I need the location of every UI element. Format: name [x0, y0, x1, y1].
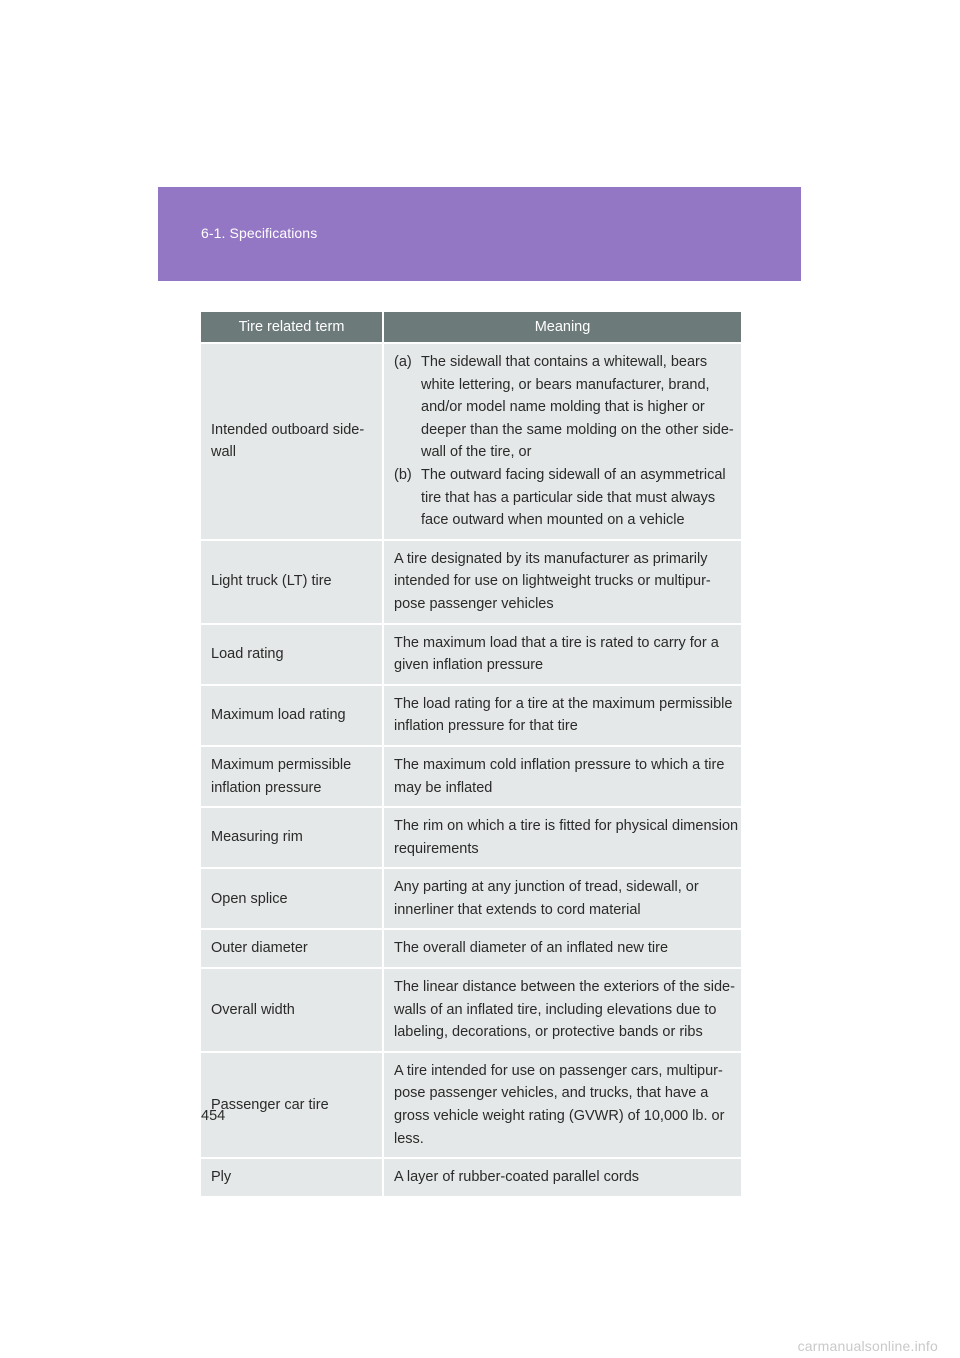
meaning-cell: [383, 343, 741, 540]
term-cell: Maximum load rating: [201, 685, 383, 746]
term-cell: Maximum permissible inflation pressure: [201, 746, 383, 807]
meaning-cell: The overall diameter of an inflated new tire: [383, 929, 741, 968]
meaning-cell: The linear distance between the exteriors of the side-walls of an inflated tire, including elevations due to labeling, decorations, or protective bands or ribs: [383, 968, 741, 1052]
column-header-term: Tire related term: [201, 312, 383, 343]
table-row: [201, 685, 741, 746]
meaning-cell: The rim on which a tire is fitted for physical dimension requirements: [383, 807, 741, 868]
term-cell: Intended outboard side- wall: [201, 343, 383, 540]
term-cell: Load rating: [201, 624, 383, 685]
table-header-row: [201, 312, 741, 343]
meaning-cell: The maximum load that a tire is rated to carry for a given inflation pressure: [383, 624, 741, 685]
table-row: [201, 807, 741, 868]
section-label: 6-1. Specifications: [201, 225, 318, 241]
term-cell: Overall width: [201, 968, 383, 1052]
list-item: [394, 351, 739, 464]
term-cell: Open splice: [201, 868, 383, 929]
meaning-cell: A tire intended for use on passenger cars, multipur-pose passenger vehicles, and trucks, that have a gross vehicle weight rating (GVWR) of 10,000 lb. or less.: [383, 1052, 741, 1158]
term-cell: Light truck (LT) tire: [201, 540, 383, 624]
term-cell: Passenger car tire: [201, 1052, 383, 1158]
table-row: [201, 746, 741, 807]
table-row: [201, 343, 741, 540]
meaning-cell: The maximum cold inflation pressure to which a tire may be inflated: [383, 746, 741, 807]
meaning-cell: The load rating for a tire at the maximum permissible inflation pressure for that tire: [383, 685, 741, 746]
table-row: [201, 929, 741, 968]
table-row: [201, 968, 741, 1052]
table-row: [201, 540, 741, 624]
column-header-meaning: Meaning: [383, 312, 741, 343]
meaning-cell: A layer of rubber-coated parallel cords: [383, 1158, 741, 1196]
site-watermark: carmanualsonline.info: [797, 1338, 938, 1354]
tire-terms-table: [201, 312, 741, 1196]
page-number: 454: [201, 1108, 226, 1124]
meaning-cell: A tire designated by its manufacturer as primarily intended for use on lightweight trucks or multipur-pose passenger vehicles: [383, 540, 741, 624]
table-row: [201, 1158, 741, 1196]
term-cell: Measuring rim: [201, 807, 383, 868]
section-header-band: [158, 187, 801, 281]
meaning-cell: Any parting at any junction of tread, sidewall, or innerliner that extends to cord material: [383, 868, 741, 929]
term-cell: Ply: [201, 1158, 383, 1196]
term-cell: Outer diameter: [201, 929, 383, 968]
table-row: [201, 624, 741, 685]
table-row: [201, 1052, 741, 1158]
list-text: The outward facing sidewall of an asymmetrical tire that has a particular side that must always face outward when mounted on a vehicle: [421, 466, 726, 529]
list-marker: (b): [394, 466, 412, 483]
list-text: The sidewall that contains a whitewall, bears white lettering, or bears manufacturer, brand, and/or model name molding that is higher or deeper than the same molding on the other side-wall of the tire, or: [421, 354, 734, 461]
table-row: [201, 868, 741, 929]
list-marker: (a): [394, 354, 412, 370]
list-item: [394, 464, 739, 532]
